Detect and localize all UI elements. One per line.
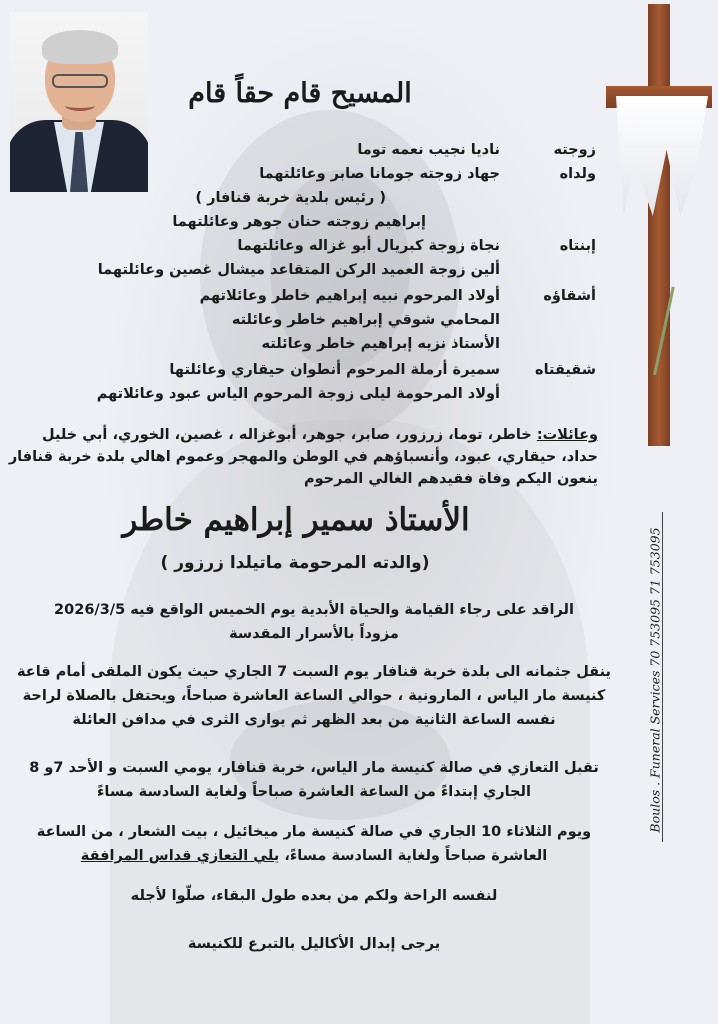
deceased-mother: (والدته المرحومة ماتيلدا زرزور ) [160, 553, 430, 573]
condolences-second: ويوم الثلاثاء 10 الجاري في صالة كنيسة مار ميخائيل ، بيت الشعار ، من الساعة العاشرة صباحاً ولغاية السادسة مساءً، يلي التعازي قداس المرافقة [36, 824, 592, 864]
families-block [8, 424, 598, 490]
relative-line: إبراهيم زوجته حنان جوهر وعائلتهما [172, 214, 426, 230]
deceased-name: الأستاذ سمير إبراهيم خاطر [122, 502, 470, 538]
families-label: وعائلات: [536, 427, 598, 443]
families-line-1: وعائلات: خاطر، توما، زرزور، صابر، جوهر، أبوغزاله ، غصين، الخوري، أبي خليل [42, 427, 598, 443]
funeral-details: ينقل جثمانه الى بلدة خربة قنافار يوم السبت 7 الجاري حيث يكون الملقى أمام قاعة كنيسة مار الياس ، المارونية ، حوالي الساعة العاشرة صباحاً، ويحتفل بالصلاة لراحة نفسه الساعة الثانية من بعد الظهر ثم يوارى الثرى في مدافن العائلة [17, 664, 611, 728]
cross-icon [602, 0, 714, 450]
obituary-page: المسيح قام حقاً قام زوجته ناديا نجيب نعمه توما ولداه جهاد زوجته جومانا صابر وعائلتهما ( رئيس بلدية خربة قنافار ) إبراهيم زوجته حنان جوهر وعائلتهما إبنتاه نجاة زوجة كبريال أبو غزاله وعائلتهما ألين زوجة العميد الركن المتقاعد ميشال غصين وعائلتهما أشقاؤه أولاد المرحوم نبيه إبراهيم خاطر وعائلاتهم المحامي شوقي إبراهيم خاطر وعائلته الأستاذ نزيه إبراهيم خاطر وعائلته شقيقتاه سميرة أرملة المرحوم أنطوان حيقاري وعائلتها أولاد المرحومة ليلى زوجة المرحوم الياس عبود وعائلاتهم وعائلات: خاطر، توما، زرزور، صابر، جوهر، أبوغزاله ، غصين، الخوري، أبي خليل حداد، حيقاري، عبود، وأنسباؤهم في الوطن والمهجر وعموم اهالي بلدة خربة قنافار ينعون اليكم وفاة فقيدهم الغالي المرحوم الأستاذ سمير إبراهيم خاطر (والدته المرحومة ماتيلدا زرزور ) الراقد على رجاء القيامة والحياة الأبدية يوم الخميس الواقع فيه 2026/3/5 مزوداً بالأسرار المقدسة ينقل جثمانه الى بلدة خربة قنافار يوم السبت 7 الجاري حيث يكون الملقى أمام قاعة كنيسة مار الياس ، المارونية ، حوالي الساعة العاشرة صباحاً، ويحتفل بالصلاة لراحة نفسه الساعة الثانية من بعد الظهر ثم يوارى الثرى في مدافن العائلة تقبل التعازي في صالة كنيسة مار الياس، خربة قنافار، يومي السبت و الأحد 7و 8 الجاري إبتداءً من الساعة العاشرة صباحاً ولغاية السادسة مساءً ويوم الثلاثاء 10 الجاري في صالة كنيسة مار ميخائيل ، بيت الشعار ، من الساعة العاشرة صباحاً ولغاية السادسة مساءً، يلي التعازي قداس المرافقة لنفسه الراحة ولكم من بعده طول البقاء، صلّوا لأجله يرجى إبدال الأكاليل بالتبرع للكنيسة Boulos . Funeral Services 70 753095 71 753095 [0, 0, 718, 1024]
mass-note: يلي التعازي قداس المرافقة [80, 848, 280, 864]
families-line-3: ينعون اليكم وفاة فقيدهم الغالي المرحوم [303, 471, 598, 487]
relative-line: ( رئيس بلدية خربة قنافار ) [195, 190, 386, 206]
funeral-service-credits: Boulos . Funeral Services 70 753095 71 753095 [647, 527, 663, 833]
relative-line: المحامي شوقي إبراهيم خاطر وعائلته [231, 312, 500, 328]
relative-line: أولاد المرحومة ليلى زوجة المرحوم الياس عبود وعائلاتهم [96, 386, 500, 402]
families-line-2: حداد، حيقاري، عبود، وأنسباؤهم في الوطن والمهجر وعموم اهالي بلدة خربة قنافار [8, 449, 598, 465]
relative-line: الأستاذ نزيه إبراهيم خاطر وعائلته [261, 336, 500, 352]
condolences-first: تقبل التعازي في صالة كنيسة مار الياس، خربة قنافار، يومي السبت و الأحد 7و 8 الجاري إبتداءً من الساعة العاشرة صباحاً ولغاية السادسة مساءً [29, 760, 599, 800]
page-title: المسيح قام حقاً قام [188, 78, 412, 109]
relative-line: ألين زوجة العميد الركن المتقاعد ميشال غصين وعائلتهما [97, 262, 500, 278]
closing-prayer: لنفسه الراحة ولكم من بعده طول البقاء، صلّوا لأجله [130, 888, 498, 904]
wreath-note: يرجى إبدال الأكاليل بالتبرع للكنيسة [187, 936, 441, 952]
death-announcement: الراقد على رجاء القيامة والحياة الأبدية يوم الخميس الواقع فيه 2026/3/5 مزوداً بالأسرار المقدسة [54, 602, 574, 642]
deceased-photo [10, 12, 148, 192]
